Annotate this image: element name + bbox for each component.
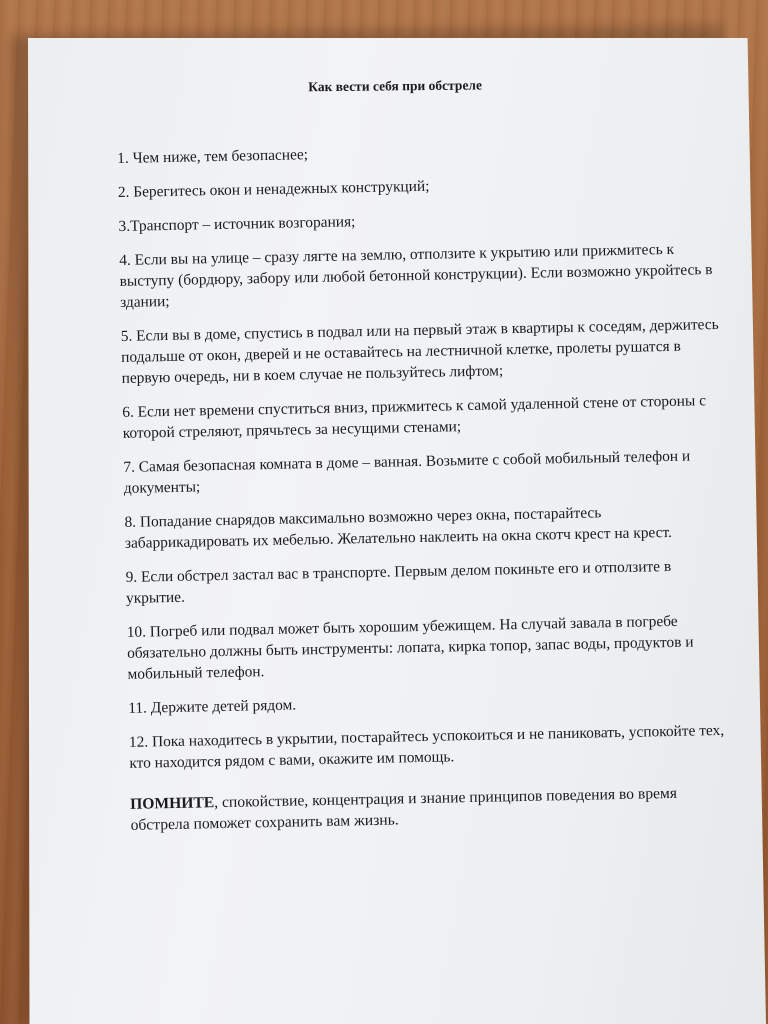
remember-text: , спокойствие, концентрация и знание принципов поведения во время обстрела поможет сохранить вам жизнь. [130, 784, 678, 834]
document-title: Как вести себя при обстреле [308, 77, 483, 95]
list-item: 1. Чем ниже, тем безопаснее; [117, 146, 309, 167]
list-item: 8. Попадание снарядов максимально возможно через окна, постарайтесь забаррикадировать их мебелью. Желательно наклеить на окна скотч крест на крест. [124, 504, 673, 552]
list-item: 2. Берегитесь окон и ненадежных конструкций; [117, 177, 430, 201]
list-item: 3.Транспорт – источник возгорания; [118, 213, 356, 235]
list-item: 11. Держите детей рядом. [128, 696, 297, 717]
list-item: 4. Если вы на улице – сразу лягте на землю, отползите к укрытию или прижмитесь к выступу (бордюру, забору или любой бетонной конструкции). Если возможно укройтесь в здании; [119, 240, 713, 311]
remember-note [130, 782, 731, 836]
list-item: 10. Погреб или подвал может быть хорошим убежищем. На случай завала в погребе обязательно должны быть инструменты: лопата, кирка топор, запас воды, продуктов и мобильный телефон. [126, 612, 694, 683]
list-item: 12. Пока находитесь в укрытии, постарайтесь успокоиться и не паниковать, успокойте тех, кто находится рядом с вами, окажите им помощь. [128, 721, 725, 772]
instructions-list [117, 136, 731, 849]
list-item: 9. Если обстрел застал вас в транспорте. Первым делом покиньте его и отползите в укрытие. [125, 557, 672, 607]
list-item: 6. Если нет времени спуститься вниз, прижмитесь к самой удаленной стене от стороны с которой стреляют, прячьтесь за несущими стенами; [122, 392, 707, 442]
remember-bold-label: ПОМНИТЕ [130, 794, 215, 813]
list-item: 5. Если вы в доме, спустись в подвал или на первый этаж в квартиры к соседям, держитесь подальше от окон, дверей и не оставайтесь на лестничной клетке, пролеты рушатся в первую очередь, ни в коем случае не пользуйтесь лифтом; [120, 315, 719, 387]
list-item: 7. Самая безопасная комната в доме – ванная. Возьмите с собой мобильный телефон и документы; [123, 447, 691, 497]
